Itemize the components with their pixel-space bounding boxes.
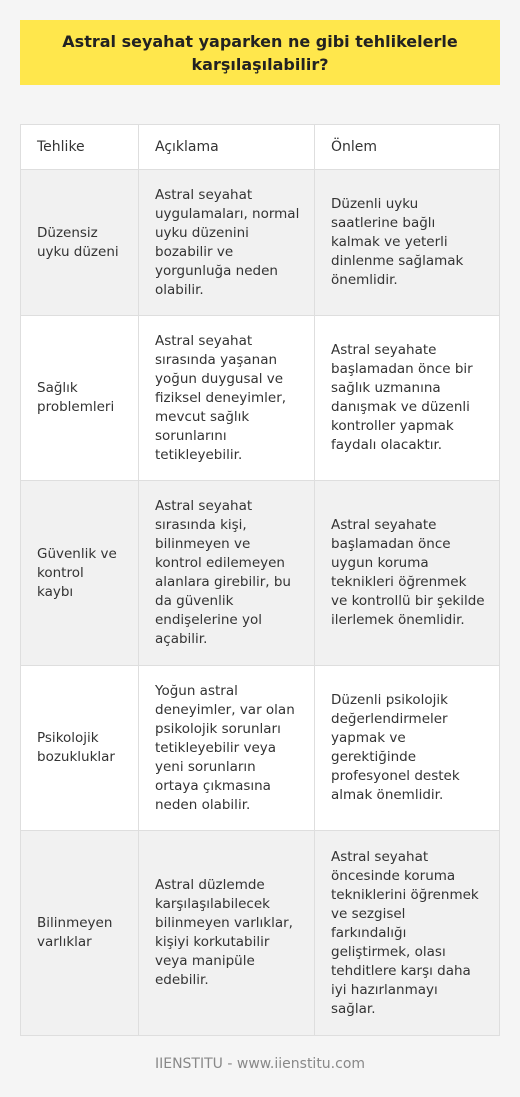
header-aciklama: Açıklama — [139, 125, 315, 169]
title-banner — [20, 20, 500, 85]
cell-tehlike: Sağlık problemleri — [21, 316, 139, 480]
table-row — [21, 481, 499, 666]
cell-aciklama: Astral seyahat uygulamaları, normal uyku düzenini bozabilir ve yorgunluğa neden olabilir. — [139, 170, 315, 315]
cell-aciklama: Yoğun astral deneyimler, var olan psikolojik sorunları tetikleyebilir veya yeni sorunların ortaya çıkmasına neden olabilir. — [139, 666, 315, 830]
hazards-table — [20, 124, 500, 1036]
cell-aciklama: Astral seyahat sırasında kişi, bilinmeyen ve kontrol edilemeyen alanlara girebilir, bu da güvenlik endişelerine yol açabilir. — [139, 481, 315, 665]
cell-tehlike: Bilinmeyen varlıklar — [21, 831, 139, 1035]
table-row — [21, 666, 499, 831]
cell-onlem: Astral seyahate başlamadan önce uygun koruma teknikleri öğrenmek ve kontrollü bir şekilde ilerlemek önemlidir. — [331, 517, 485, 628]
header-tehlike: Tehlike — [21, 125, 139, 169]
table-header-row — [21, 125, 499, 170]
header-onlem: Önlem — [331, 138, 378, 155]
footer-credit: IIENSTITU - www.iienstitu.com — [154, 1056, 366, 1072]
cell-onlem: Düzenli psikolojik değerlendirmeler yapmak ve gerektiğinde profesyonel destek almak önemlidir. — [331, 692, 460, 803]
table-row — [21, 831, 499, 1035]
cell-onlem: Düzenli uyku saatlerine bağlı kalmak ve yeterli dinlenme sağlamak önemlidir. — [331, 196, 464, 288]
table-row — [21, 316, 499, 481]
cell-aciklama: Astral düzlemde karşılaşılabilecek bilinmeyen varlıklar, kişiyi korkutabilir veya manipüle edebilir. — [139, 831, 315, 1035]
cell-tehlike: Düzensiz uyku düzeni — [21, 170, 139, 315]
cell-aciklama: Astral seyahat sırasında yaşanan yoğun duygusal ve fiziksel deneyimler, mevcut sağlık sorunlarını tetikleyebilir. — [139, 316, 315, 480]
page-title: Astral seyahat yaparken ne gibi tehlikelerle karşılaşılabilir? — [62, 31, 458, 74]
cell-onlem: Astral seyahat öncesinde koruma tekniklerini öğrenmek ve sezgisel farkındalığı geliştirmek, olası tehditlere karşı daha iyi hazırlanmayı sağlar. — [331, 848, 479, 1017]
cell-tehlike: Psikolojik bozukluklar — [21, 666, 139, 830]
cell-tehlike: Güvenlik ve kontrol kaybı — [21, 481, 139, 665]
cell-onlem: Astral seyahate başlamadan önce bir sağlık uzmanına danışmak ve düzenli kontroller yapmak faydalı olacaktır. — [331, 342, 473, 453]
table-row — [21, 170, 499, 316]
